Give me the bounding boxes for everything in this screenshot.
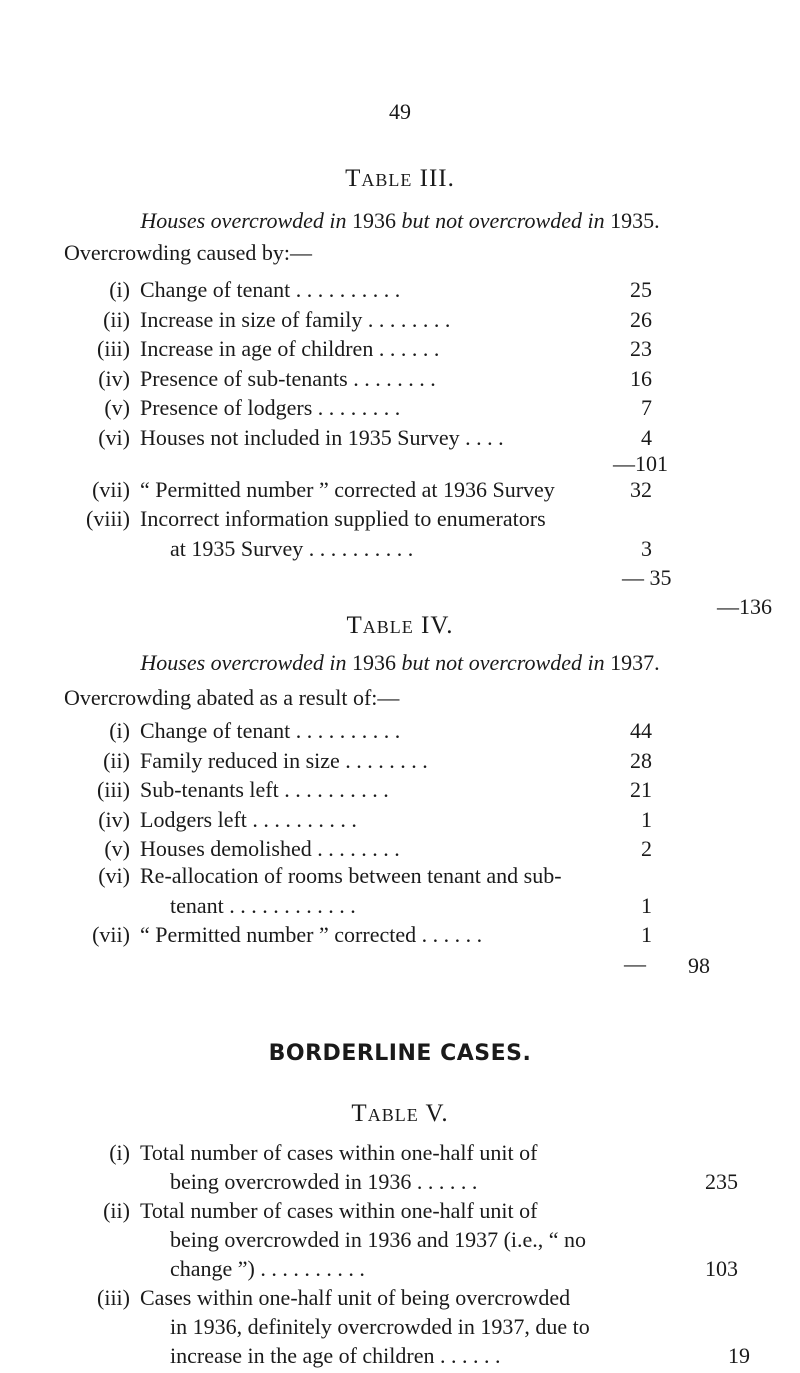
item-value: 28 [630,747,652,773]
table3-item [60,307,800,337]
table-iv-item-vii [60,922,800,952]
table-iv-total: 98 [688,953,710,978]
table3-item [60,336,800,366]
table-iv-item-vi [60,863,800,893]
item-text: increase in the age of children . . . . . . [170,1343,501,1368]
table-iv-item-vi-cont [60,893,800,923]
item-number: (iv) [98,365,130,391]
item-value: 21 [630,777,652,802]
item-text: Family reduced in size . . . . . . . . [140,747,428,773]
table-iii-total: —136 [717,594,772,619]
item-text: Presence of sub-tenants . . . . . . . . [140,365,436,391]
subtitle-part: Houses overcrowded in [140,650,347,675]
table-iii-intro: Overcrowding caused by:— [64,240,313,265]
item-number: (i) [109,1140,130,1165]
item-value: 44 [630,718,652,743]
table-iv-total-dash: — [624,951,646,976]
table-v-item-line [60,1169,800,1199]
table-iii-item-viii-cont [60,536,800,566]
subtitle-year: 1935. [610,208,660,233]
item-text: change ”) . . . . . . . . . . [170,1256,365,1281]
table-v-item-line [60,1314,800,1344]
table3-item [60,366,800,396]
item-value: 19 [728,1343,750,1368]
table-iii-item-vii [60,477,800,507]
subtitle-part: but not overcrowded in [401,208,605,233]
table-v-item-line [60,1227,800,1257]
item-text: tenant . . . . . . . . . . . . [170,893,356,918]
table-iv-subtitle [0,650,800,676]
item-text: Lodgers left . . . . . . . . . . [140,806,357,832]
borderline-heading: BORDERLINE CASES. [268,1041,532,1066]
item-value: 2 [641,836,652,861]
item-number: (iii) [97,777,130,802]
item-number: (ii) [103,747,130,773]
item-text: Increase in size of family . . . . . . . . [140,306,451,332]
table-v-title: Table V. [351,1100,449,1127]
subtitle-year: 1936 [352,208,397,233]
item-text: being overcrowded in 1936 . . . . . . [170,1169,478,1194]
item-text: Presence of lodgers . . . . . . . . [140,395,401,420]
item-value: 103 [705,1256,738,1281]
item-number: (iii) [97,336,130,361]
item-text: Change of tenant . . . . . . . . . . [140,277,401,302]
table-iii-title: Table III. [345,165,455,192]
table3-item [60,395,800,425]
item-number: (v) [104,395,130,420]
item-number: (vii) [92,477,130,502]
item-value: 32 [630,477,652,502]
item-text: Total number of cases within one-half unit of [140,1198,538,1223]
item-text: Change of tenant . . . . . . . . . . [140,718,401,743]
table4-item [60,777,800,807]
subtitle-part: but not overcrowded in [401,650,605,675]
item-value: 1 [641,806,652,832]
item-text: Incorrect information supplied to enumerators [140,506,546,531]
subtitle-part: Houses overcrowded in [140,208,347,233]
item-text: being overcrowded in 1936 and 1937 (i.e., “ no [170,1227,587,1252]
item-number: (iv) [98,806,130,832]
item-number: (vi) [98,424,130,450]
item-text: Sub-tenants left . . . . . . . . . . [140,777,389,802]
item-value: 4 [641,424,652,450]
item-number: (i) [109,277,130,302]
item-text: Cases within one-half unit of being overcrowded [140,1285,571,1310]
item-number: (iii) [97,1285,130,1310]
table4-item [60,836,800,866]
item-text: Re-allocation of rooms between tenant and sub- [140,863,562,888]
table-v-item-line [60,1285,800,1315]
subtitle-year: 1936 [352,650,397,675]
item-number: (i) [109,718,130,743]
item-value: 23 [630,336,652,361]
item-text: “ Permitted number ” corrected at 1936 Survey [140,477,555,502]
item-text: Houses demolished . . . . . . . . [140,836,400,861]
table-v-item-line [60,1140,800,1170]
item-number: (ii) [103,306,130,332]
table4-item [60,807,800,837]
table3-item [60,425,800,455]
table-v-item-line [60,1343,800,1373]
item-number: (vi) [98,863,130,888]
item-value: 3 [641,536,652,561]
item-number: (v) [104,836,130,861]
item-text: at 1935 Survey . . . . . . . . . . [170,536,414,561]
subtitle-year: 1937. [610,650,660,675]
item-text: Increase in age of children . . . . . . [140,336,440,361]
item-text: “ Permitted number ” corrected . . . . . . [140,922,483,947]
item-value: 1 [641,893,652,918]
table-iii-item-viii [60,506,800,536]
table4-item [60,748,800,778]
item-number: (vii) [92,922,130,947]
item-number: (viii) [86,506,130,531]
item-value: 26 [630,306,652,332]
item-text: in 1936, definitely overcrowded in 1937, due to [170,1314,590,1339]
table-iv-title: Table IV. [346,612,454,639]
item-text: Total number of cases within one-half unit of [140,1140,538,1165]
table-iii-subtotal-1: —101 [613,451,668,476]
item-text: Houses not included in 1935 Survey . . . . [140,424,504,450]
item-value: 235 [705,1169,738,1194]
table-iv-intro: Overcrowding abated as a result of:— [64,685,400,710]
page-number: 49 [389,99,411,124]
item-value: 7 [641,395,652,420]
table-v-item-line [60,1198,800,1228]
table-iii-subtitle [0,208,800,234]
item-value: 16 [630,365,652,391]
table3-item [60,277,800,307]
item-value: 25 [630,277,652,302]
table-iii-subtotal-2: — 35 [622,565,672,590]
item-number: (ii) [103,1198,130,1223]
table-v-item-line [60,1256,800,1286]
item-value: 1 [641,922,652,947]
table4-item [60,718,800,748]
